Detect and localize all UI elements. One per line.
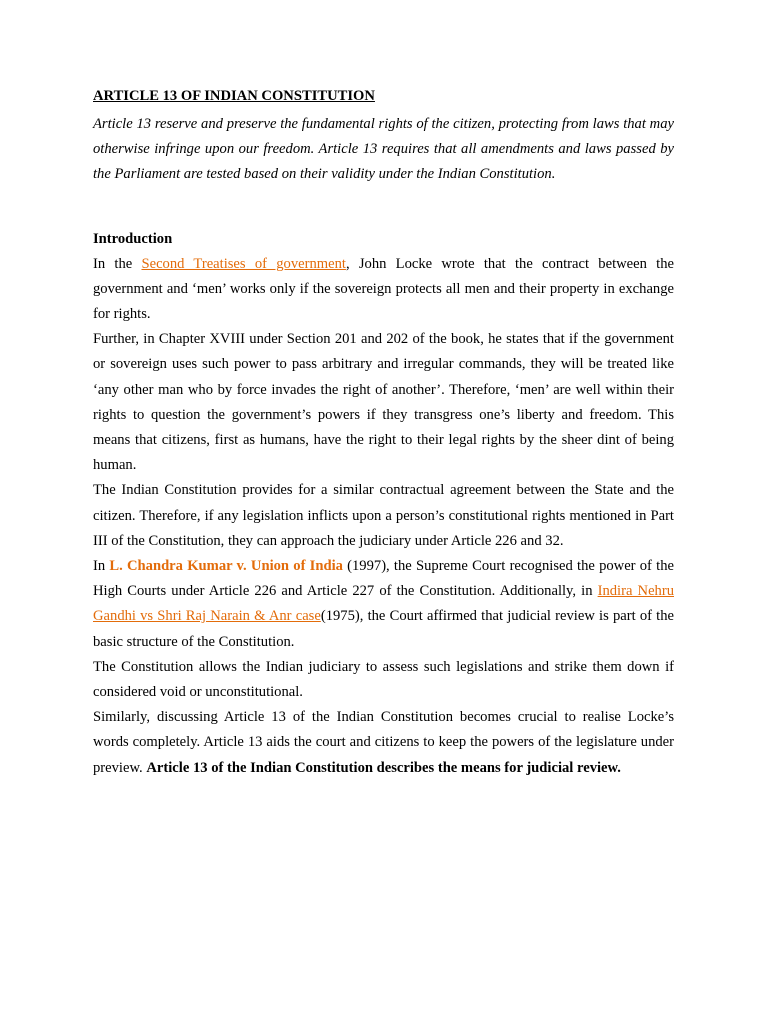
paragraph-text: In the [93,255,142,272]
paragraph-text: Similarly, discussing Article 13 of the Indian Constitution becomes crucial to realise Locke’s words completely. Article 13 aids the court and citizens to keep the powers of the legislature under preview. [93,709,674,776]
paragraph-case-law [93,554,674,655]
paragraph-locke-contract [93,252,674,328]
paragraph-similarly [93,705,674,781]
indira-gandhi-case-link[interactable]: Indira Nehru Gandhi vs Shri Raj Narain & Anr case [93,583,674,625]
judicial-review-statement: Article 13 of the Indian Constitution describes the means for judicial review. [146,759,621,776]
abstract-paragraph: Article 13 reserve and preserve the fundamental rights of the citizen, protecting from laws that may otherwise infringe upon our freedom. Article 13 requires that all amendments and laws passed by the Parliament are tested based on their validity under the Indian Constitution. [93,116,674,183]
paragraph-judiciary-assess: The Constitution allows the Indian judiciary to assess such legislations and strike them down if considered void or unconstitutional. [93,658,674,701]
paragraph-text: , John Locke wrote that the contract between the government and ‘men’ works only if the sovereign protects all men and their property in exchange for rights. [93,255,674,323]
document-title: ARTICLE 13 OF INDIAN CONSTITUTION [93,88,375,104]
paragraph-indian-constitution: The Indian Constitution provides for a similar contractual agreement between the State and the citizen. Therefore, if any legislation inflicts upon a person’s constitutional rights mentioned in Part III of the Constitution, they can approach the judiciary under Article 226 and 32. [93,482,674,549]
paragraph-chapter-xviii: Further, in Chapter XVIII under Section 201 and 202 of the book, he states that if the government or sovereign uses such power to pass arbitrary and irregular commands, they will be treated like ‘any other man who by force invades the right of another’. Therefore, ‘men’ are well within their rights to question the government’s powers if they transgress one’s liberty and freedom. This means that citizens, first as humans, have the right to their legal rights by the sheer dint of being human. [93,331,674,474]
second-treatises-link[interactable]: Second Treatises of government [141,255,346,272]
paragraph-text: (1997), the Supreme Court recognised the power of the High Courts under Article 226 and Article 227 of the Constitution. Additionally, in [93,558,674,600]
paragraph-text: In [93,558,110,575]
introduction-heading: Introduction [93,230,173,247]
paragraph-text: (1975), the Court affirmed that judicial review is part of the basic structure of the Constitution. [93,608,674,650]
document-page [93,86,674,781]
chandra-kumar-case: L. Chandra Kumar v. Union of India [109,558,343,575]
